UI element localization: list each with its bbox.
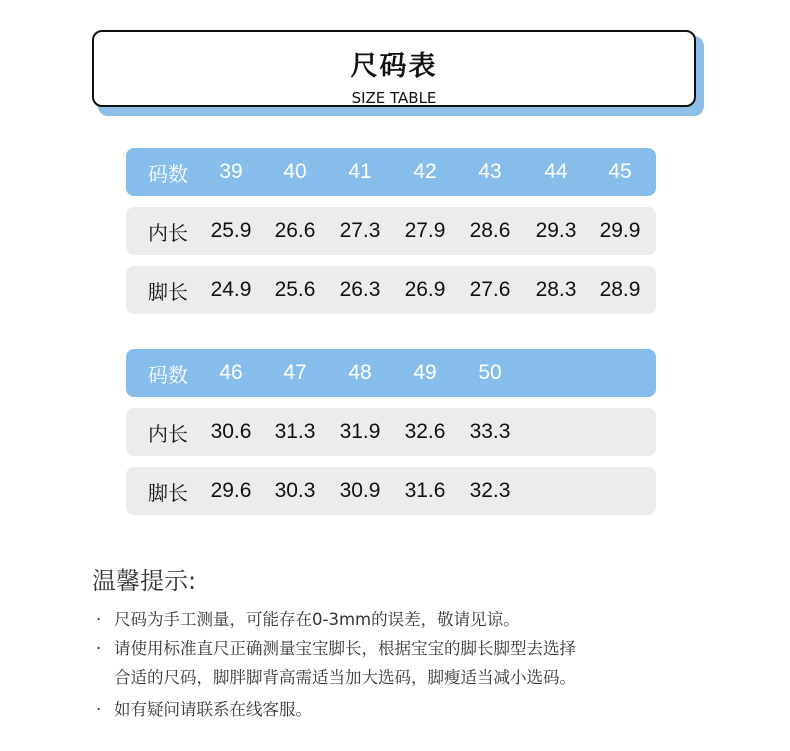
- value-cell: 29.3: [535, 219, 577, 242]
- size-cell: 42: [413, 160, 437, 183]
- table-row: [126, 467, 656, 515]
- bullet: ·: [96, 610, 102, 629]
- row-label: 脚长: [148, 480, 188, 505]
- bullet: ·: [96, 639, 102, 658]
- size-cell: 41: [348, 160, 372, 183]
- value-cell: 26.6: [274, 219, 316, 242]
- tip-text: 请使用标准直尺正确测量宝宝脚长，根据宝宝的脚长脚型去选择: [114, 639, 576, 658]
- value-cell: 25.9: [210, 219, 252, 242]
- tips-heading: 温馨提示:: [92, 567, 197, 595]
- value-cell: 30.6: [210, 420, 252, 443]
- row-label: 脚长: [148, 279, 188, 304]
- title-box: [92, 30, 696, 107]
- table-row: [126, 266, 656, 314]
- tip-item: [96, 697, 312, 723]
- tip-item: [96, 607, 520, 633]
- value-cell: 30.3: [274, 479, 316, 502]
- tip-text: 尺码为手工测量，可能存在0-3mm的误差，敬请见谅。: [114, 610, 520, 629]
- size-cell: 50: [478, 361, 502, 384]
- value-cell: 27.9: [404, 219, 446, 242]
- table-header-row: [126, 148, 656, 196]
- value-cell: 31.6: [404, 479, 446, 502]
- table-row: [126, 408, 656, 456]
- value-cell: 28.3: [535, 278, 577, 301]
- header-label: 码数: [148, 362, 188, 387]
- value-cell: 29.9: [599, 219, 641, 242]
- table-row: [126, 207, 656, 255]
- bullet: ·: [96, 700, 102, 719]
- value-cell: 25.6: [274, 278, 316, 301]
- value-cell: 24.9: [210, 278, 252, 301]
- value-cell: 32.6: [404, 420, 446, 443]
- tip-item: [96, 636, 576, 662]
- size-cell: 40: [283, 160, 307, 183]
- size-cell: 43: [478, 160, 502, 183]
- value-cell: 33.3: [469, 420, 511, 443]
- tip-text: 如有疑问请联系在线客服。: [114, 700, 312, 719]
- value-cell: 27.6: [469, 278, 511, 301]
- tip-text-continued: 合适的尺码，脚胖脚背高需适当加大选码，脚瘦适当减小选码。: [114, 668, 576, 687]
- size-cell: 44: [544, 160, 568, 183]
- page-title: 尺码表: [350, 51, 438, 82]
- size-cell: 49: [413, 361, 437, 384]
- page-subtitle: SIZE TABLE: [351, 89, 437, 107]
- size-cell: 47: [283, 361, 307, 384]
- header-label: 码数: [148, 161, 188, 186]
- row-label: 内长: [148, 220, 188, 245]
- value-cell: 30.9: [339, 479, 381, 502]
- table-header-row: [126, 349, 656, 397]
- value-cell: 31.9: [339, 420, 381, 443]
- value-cell: 29.6: [210, 479, 252, 502]
- row-label: 内长: [148, 421, 188, 446]
- value-cell: 27.3: [339, 219, 381, 242]
- value-cell: 26.3: [339, 278, 381, 301]
- size-cell: 45: [608, 160, 632, 183]
- value-cell: 32.3: [469, 479, 511, 502]
- size-cell: 48: [348, 361, 372, 384]
- size-cell: 39: [219, 160, 243, 183]
- value-cell: 28.9: [599, 278, 641, 301]
- value-cell: 28.6: [469, 219, 511, 242]
- size-cell: 46: [219, 361, 243, 384]
- value-cell: 31.3: [274, 420, 316, 443]
- value-cell: 26.9: [404, 278, 446, 301]
